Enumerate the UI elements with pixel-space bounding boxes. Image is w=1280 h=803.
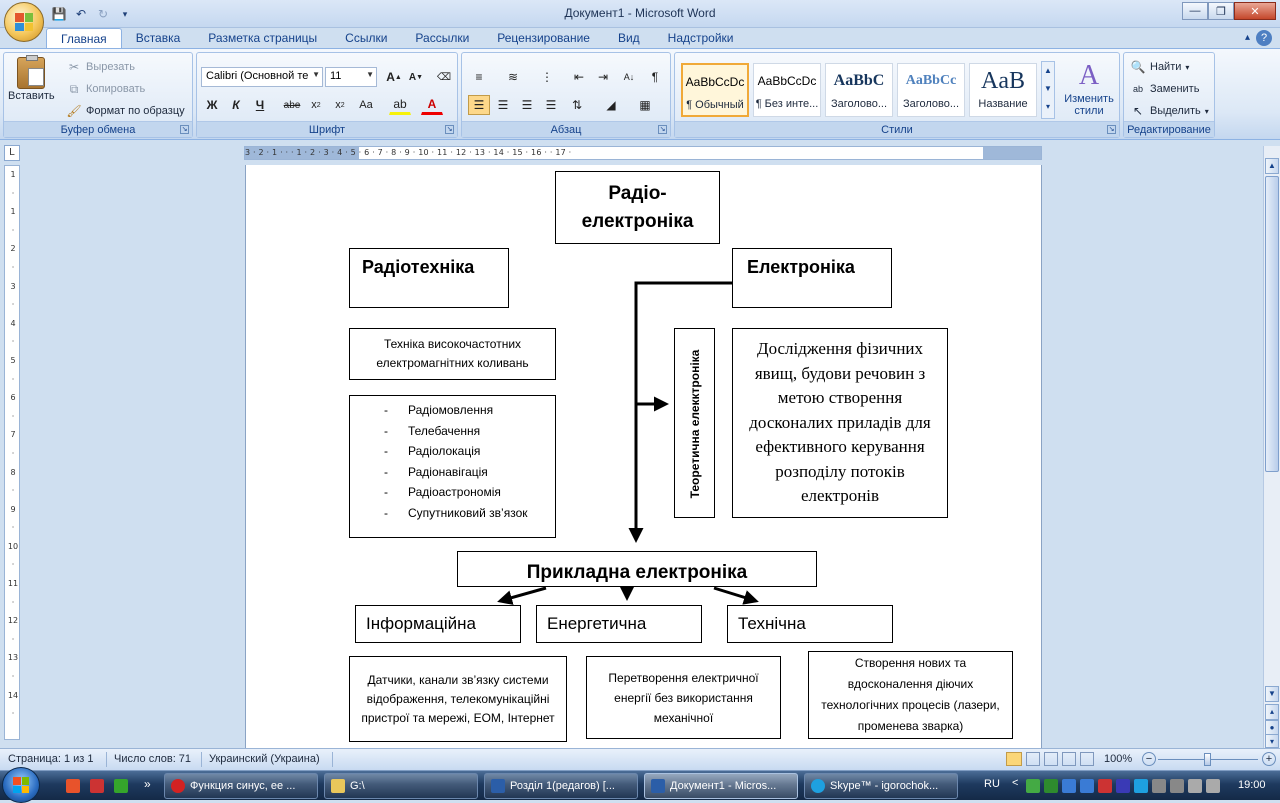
align-right-button[interactable]: ☰ xyxy=(521,98,533,112)
tray-icon[interactable] xyxy=(1044,779,1058,793)
show-more-icon[interactable]: » xyxy=(144,777,151,791)
tab-addins[interactable]: Надстройки xyxy=(667,31,734,45)
taskbar-item-word-doc[interactable] xyxy=(484,773,638,799)
horizontal-ruler[interactable] xyxy=(244,146,1042,160)
style-sample: AaB xyxy=(981,67,1025,94)
scroll-up-icon[interactable]: ▲ xyxy=(1265,158,1279,174)
style-sample: AaBbCc xyxy=(905,73,957,88)
ruler-tick-label: · xyxy=(11,597,15,607)
quicklaunch-icon[interactable] xyxy=(90,779,104,793)
ruler-tick-label: · xyxy=(11,634,15,644)
increase-indent-button[interactable]: ⇥ xyxy=(597,70,609,84)
borders-button[interactable]: ▦ xyxy=(639,98,651,112)
word-icon xyxy=(491,779,505,793)
theoretical-electronics-label: Теоретична елекктроніка xyxy=(688,349,702,499)
superscript-button[interactable]: x 2 xyxy=(335,99,345,111)
scroll-thumb[interactable] xyxy=(1265,176,1279,472)
minimize-button[interactable]: — xyxy=(1182,2,1208,20)
next-page-icon[interactable]: ▾ xyxy=(1265,734,1279,748)
task-label: G:\ xyxy=(350,780,365,792)
style-heading-2[interactable] xyxy=(897,63,965,117)
cut-label: Вырезать xyxy=(86,61,135,73)
customize-qat-icon[interactable]: ▾ xyxy=(122,8,128,19)
replace-icon: ab xyxy=(1132,84,1143,94)
skype-icon xyxy=(811,779,825,793)
ruler-tick-label: · xyxy=(11,486,15,496)
ruler-tick-label: · xyxy=(11,709,15,719)
ruler-row xyxy=(0,141,1280,163)
italic-button[interactable]: К xyxy=(232,98,240,112)
ruler-tick-label: 4 xyxy=(10,318,16,328)
applied-electronics-box: Прикладна електроніка xyxy=(457,551,817,587)
numbering-button[interactable]: ≋ xyxy=(507,70,519,84)
style-name: Название xyxy=(978,98,1028,110)
binoculars-icon: 🔍 xyxy=(1130,60,1146,74)
group-clipboard xyxy=(3,52,193,138)
strikethrough-button[interactable]: abe xyxy=(283,99,301,111)
ruler-tick-label: 3 xyxy=(10,281,16,291)
zoom-level[interactable]: 100% xyxy=(1104,753,1133,765)
zoom-in-icon[interactable]: + xyxy=(1262,752,1276,766)
tab-review[interactable]: Рецензирование xyxy=(497,31,590,45)
underline-button[interactable]: Ч xyxy=(255,98,265,112)
outline-view-icon[interactable] xyxy=(1062,752,1076,766)
subscript-button[interactable]: x 2 xyxy=(311,99,321,111)
clear-format-button[interactable]: ⌫ xyxy=(436,71,452,83)
radioelectronics-box: Радіо- електроніка xyxy=(555,171,720,244)
quicklaunch-icon[interactable] xyxy=(66,779,80,793)
decrease-indent-button[interactable]: ⇤ xyxy=(573,70,585,84)
group-label-clipboard: Буфер обмена xyxy=(4,121,192,137)
redo-icon[interactable]: ↻ xyxy=(97,7,109,21)
find-button[interactable]: 🔍 Найти ▾ xyxy=(1130,60,1190,74)
font-color-button[interactable]: A xyxy=(421,95,443,115)
windows-logo-icon xyxy=(13,777,29,793)
taskbar xyxy=(0,770,1280,800)
multilevel-list-button[interactable]: ⋮ xyxy=(541,70,553,84)
font-size-value: 11 xyxy=(330,70,342,82)
title-bar xyxy=(0,0,1280,28)
energy-box: Енергетична xyxy=(536,605,702,643)
change-styles-label: Изменить стили xyxy=(1064,93,1114,117)
ruler-tick-label: · xyxy=(11,560,15,570)
tab-mailings[interactable]: Рассылки xyxy=(415,31,470,45)
justify-button[interactable]: ☰ xyxy=(545,98,557,112)
ruler-tick-label: · xyxy=(11,262,15,272)
bold-button[interactable]: Ж xyxy=(206,98,218,112)
word-count[interactable]: Число слов: 71 xyxy=(114,753,192,765)
paste-button[interactable] xyxy=(8,57,55,102)
sort-button[interactable]: A↓ xyxy=(623,72,635,82)
info-box: Інформаційна xyxy=(355,605,521,643)
save-icon[interactable]: 💾 xyxy=(51,7,67,21)
group-styles xyxy=(674,52,1120,138)
page-count[interactable]: Страница: 1 из 1 xyxy=(8,753,94,765)
radiotechnics-box: Радіотехніка xyxy=(349,248,509,308)
select-button[interactable]: ↖ Выделить ▾ xyxy=(1130,103,1209,119)
find-label: Найти xyxy=(1150,61,1182,73)
show-marks-button[interactable]: ¶ xyxy=(651,70,659,84)
ruler-numbers: 3 · 2 · 1 · · · 1 · 2 · 3 · 4 · 5 · 6 · 7 · 8 · 9 · 10 · 11 · 12 · 13 · 14 · 15 · 16 · · 17 · xyxy=(245,148,572,157)
ruler-tick-label: 1 xyxy=(10,207,16,217)
style-sample: AaBbCcDc xyxy=(685,75,745,89)
dialog-launcher-icon[interactable]: ↘ xyxy=(1108,126,1115,133)
tab-view[interactable]: Вид xyxy=(617,31,640,45)
style-name: Заголово... xyxy=(830,98,888,110)
task-label: Функция синус, ее ... xyxy=(190,780,296,792)
opera-icon xyxy=(171,779,185,793)
tab-references[interactable]: Ссылки xyxy=(345,31,388,45)
align-left-button[interactable]: ☰ xyxy=(468,95,490,115)
group-label-editing: Редактирование xyxy=(1124,121,1214,137)
tray-icon[interactable] xyxy=(1026,779,1040,793)
office-logo-icon xyxy=(15,13,33,31)
close-button[interactable]: ✕ xyxy=(1234,2,1276,20)
info-description-box: Датчики, канали зв’язку системи відображення, телекомунікаційні пристрої та мережі, ЕОМ, Інтернет xyxy=(349,656,567,742)
change-styles-icon: A xyxy=(1078,60,1100,91)
language-indicator[interactable]: Украинский (Украина) xyxy=(209,753,320,765)
style-sample: AaBbC xyxy=(833,72,885,89)
ruler-tick-label: 9 xyxy=(10,504,16,514)
web-layout-icon[interactable] xyxy=(1044,752,1058,766)
ruler-tick-label: · xyxy=(11,225,15,235)
taskbar-item-word-active[interactable] xyxy=(644,773,798,799)
align-center-button[interactable]: ☰ xyxy=(497,98,509,112)
window-title: Документ1 - Microsoft Word xyxy=(564,6,716,20)
tray-expand-icon[interactable]: < xyxy=(1012,777,1019,789)
copy-icon: ⧉ xyxy=(69,81,79,96)
group-font xyxy=(196,52,458,138)
ribbon-tabs xyxy=(46,28,748,48)
ruler-tick-label: 6 xyxy=(10,393,16,403)
undo-icon[interactable]: ↶ xyxy=(75,7,87,21)
volume-icon[interactable] xyxy=(1206,779,1220,793)
clock[interactable]: 19:00 xyxy=(1238,779,1266,791)
group-editing xyxy=(1123,52,1215,138)
document-page[interactable] xyxy=(246,165,1041,748)
energy-description-box: Перетворення електричної енергії без використання механічної xyxy=(586,656,781,739)
dropdown-icon: ▼ xyxy=(312,70,320,79)
font-name-combo[interactable] xyxy=(201,67,323,87)
brush-icon: 🖌 xyxy=(66,104,82,118)
ruler-tick-label: 14 xyxy=(7,690,19,700)
help-icon[interactable]: ? xyxy=(1256,30,1272,46)
taskbar-item-explorer[interactable] xyxy=(324,773,478,799)
tray-icon[interactable] xyxy=(1098,779,1112,793)
cut-button[interactable] xyxy=(66,59,135,75)
task-label: Документ1 - Micros... xyxy=(670,780,777,792)
ruler-tick-label: · xyxy=(11,188,15,198)
tray-icon[interactable] xyxy=(1062,779,1076,793)
dialog-launcher-icon[interactable]: ↘ xyxy=(446,126,453,133)
technical-description-box: Створення нових та вдосконалення діючих технологічних процесів (лазери, променева зварка) xyxy=(808,651,1013,739)
tray-icon[interactable] xyxy=(1116,779,1130,793)
ruler-tick-label: · xyxy=(11,374,15,384)
ruler-tick-label: 13 xyxy=(7,653,19,663)
cursor-icon: ↖ xyxy=(1132,104,1144,118)
scroll-down-icon[interactable]: ▼ xyxy=(1265,686,1279,702)
theoretical-electronics-box xyxy=(674,328,715,518)
ruler-tick-label: · xyxy=(11,523,15,533)
print-layout-icon[interactable] xyxy=(1006,752,1022,766)
ribbon xyxy=(0,48,1280,140)
ruler-tick-label: · xyxy=(11,448,15,458)
ruler-tick-label: · xyxy=(11,672,15,682)
radio-applications-list xyxy=(350,400,555,524)
ruler-tick-label: 11 xyxy=(7,579,19,589)
zoom-slider-thumb[interactable] xyxy=(1204,753,1211,766)
style-name: ¶ Обычный xyxy=(686,99,744,111)
vertical-ruler[interactable] xyxy=(4,165,20,740)
style-heading-1[interactable] xyxy=(825,63,893,117)
list-item: - Радіомовлення xyxy=(350,400,555,421)
ruler-tick-label: 7 xyxy=(10,430,16,440)
quicklaunch-icon[interactable] xyxy=(114,779,128,793)
ribbon-minimize-icon[interactable]: ▴ xyxy=(1244,32,1250,43)
group-paragraph xyxy=(461,52,671,138)
styles-gallery-scroll[interactable]: ▲ ▼ ▾ xyxy=(1041,61,1055,119)
word-icon xyxy=(651,779,665,793)
replace-label: Заменить xyxy=(1150,83,1200,95)
list-item: - Супутниковий зв’язок xyxy=(350,503,555,524)
change-styles-button[interactable] xyxy=(1059,61,1119,117)
full-screen-reading-icon[interactable] xyxy=(1026,752,1040,766)
tab-home[interactable]: Главная xyxy=(46,28,122,48)
line-spacing-button[interactable]: ⇅ xyxy=(571,98,583,112)
vertical-scrollbar[interactable] xyxy=(1263,146,1280,748)
ruler-tick-label: 5 xyxy=(10,355,16,365)
language-indicator[interactable]: RU xyxy=(984,778,1000,790)
ruler-tick-label: 10 xyxy=(7,541,19,551)
ruler-tick-label: 8 xyxy=(10,467,16,477)
scissors-icon: ✂ xyxy=(68,60,80,74)
browse-object-icon[interactable]: ● xyxy=(1265,720,1279,736)
status-bar xyxy=(0,748,1280,770)
replace-button[interactable] xyxy=(1130,81,1199,97)
technical-box: Технічна xyxy=(727,605,893,643)
group-label-paragraph: Абзац xyxy=(462,121,670,137)
shrink-font-button[interactable]: A ▼ xyxy=(408,71,424,83)
paste-icon xyxy=(17,57,45,89)
info-arrow xyxy=(500,588,546,601)
radio-applications-box xyxy=(349,395,556,538)
paste-label: Вставить xyxy=(8,90,55,102)
network-icon[interactable] xyxy=(1188,779,1202,793)
tab-selector[interactable]: L xyxy=(4,145,20,161)
copy-label: Копировать xyxy=(86,83,146,95)
office-button[interactable] xyxy=(4,2,44,42)
tray-icon[interactable] xyxy=(1152,779,1166,793)
grow-font-button[interactable]: A ▲ xyxy=(386,70,402,84)
dialog-launcher-icon[interactable]: ↘ xyxy=(181,126,188,133)
font-name-value: Calibri (Основной те xyxy=(206,70,309,82)
ruler-tick-label: · xyxy=(11,411,15,421)
group-label-font: Шрифт xyxy=(197,121,457,137)
folder-icon xyxy=(331,779,345,793)
tab-insert[interactable]: Вставка xyxy=(135,31,181,45)
list-item: - Радіонавігація xyxy=(350,462,555,483)
style-no-spacing[interactable] xyxy=(753,63,821,117)
bullets-button[interactable]: ≡ xyxy=(475,70,483,84)
task-label: Розділ 1(редагов) [... xyxy=(510,780,615,792)
taskbar-item-skype[interactable] xyxy=(804,773,958,799)
draft-view-icon[interactable] xyxy=(1080,752,1094,766)
list-item: - Телебачення xyxy=(350,421,555,442)
zoom-out-icon[interactable]: − xyxy=(1142,752,1156,766)
format-painter-button[interactable] xyxy=(66,103,185,119)
group-label-styles: Стили xyxy=(675,121,1119,137)
separator xyxy=(201,752,202,767)
style-sample: AaBbCcDc xyxy=(757,74,817,88)
vertical-ruler-numbers xyxy=(7,166,19,724)
list-item: - Радіолокація xyxy=(350,441,555,462)
ruler-tick-label: 1 xyxy=(10,170,16,179)
highlight-button[interactable]: ab xyxy=(389,95,411,115)
list-item: - Радіоастрономія xyxy=(350,482,555,503)
start-button[interactable] xyxy=(2,767,40,803)
dropdown-icon: ▼ xyxy=(366,70,374,79)
ruler-tick-label: · xyxy=(11,300,15,310)
font-size-combo[interactable] xyxy=(325,67,377,87)
electronics-box: Електроніка xyxy=(732,248,892,308)
change-case-button[interactable]: Aa xyxy=(359,99,373,111)
ruler-tick-label: 12 xyxy=(7,616,19,626)
style-name: Заголово... xyxy=(902,98,960,110)
tray-icon[interactable] xyxy=(1134,779,1148,793)
ruler-tick-label: 2 xyxy=(10,244,16,254)
tray-icon[interactable] xyxy=(1080,779,1094,793)
technical-arrow xyxy=(714,588,756,601)
copy-button[interactable] xyxy=(66,81,145,97)
hf-technics-box: Техніка високочастотних електромагнітних коливань xyxy=(349,328,556,380)
separator xyxy=(106,752,107,767)
tray-icon[interactable] xyxy=(1170,779,1184,793)
select-label: Выделить xyxy=(1150,105,1201,117)
task-label: Skype™ - igorochok... xyxy=(830,780,939,792)
taskbar-item-opera[interactable] xyxy=(164,773,318,799)
window-controls xyxy=(1182,2,1276,20)
research-box: Дослідження фізичних явищ, будови речовин з метою створення досконалих приладів для ефективного керування розподілу потоків електронів xyxy=(732,328,948,518)
tab-page-layout[interactable]: Разметка страницы xyxy=(208,31,318,45)
dialog-launcher-icon[interactable]: ↘ xyxy=(659,126,666,133)
shading-button[interactable]: ◢ xyxy=(606,98,616,112)
prev-page-icon[interactable]: ▴ xyxy=(1265,704,1279,720)
separator xyxy=(332,752,333,767)
format-painter-label: Формат по образцу xyxy=(86,105,185,117)
style-normal[interactable] xyxy=(681,63,749,117)
ruler-tick-label: · xyxy=(11,337,15,347)
style-name: ¶ Без инте... xyxy=(755,98,819,110)
style-title[interactable] xyxy=(969,63,1037,117)
maximize-button[interactable]: ❐ xyxy=(1208,2,1234,20)
